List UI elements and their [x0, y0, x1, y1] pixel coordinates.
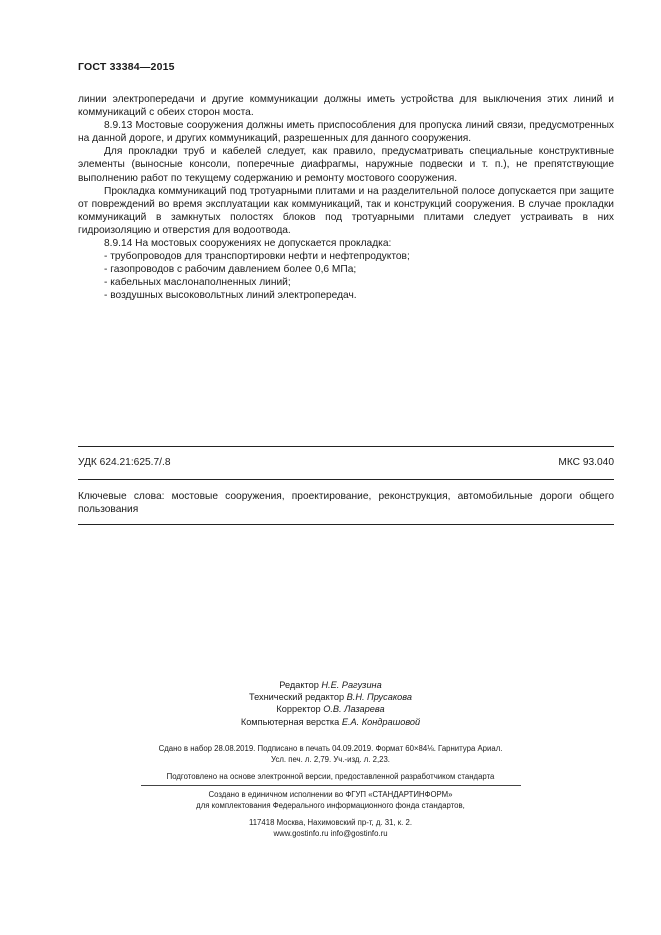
list-item: - воздушных высоковольтных линий электропередач. — [104, 289, 614, 302]
keywords: Ключевые слова: мостовые сооружения, проектирование, реконструкция, автомобильные дороги общего пользования — [78, 491, 614, 516]
credit-label: Редактор — [279, 680, 319, 690]
paragraph-8-9-14: 8.9.14 На мостовых сооружениях не допускается прокладка: — [104, 238, 392, 250]
credit-label: Компьютерная верстка — [240, 716, 340, 727]
credit-label: Технический редактор — [249, 692, 345, 703]
credit-proofreader — [0, 703, 661, 715]
imprint-source: Подготовлено на основе электронной версии, предоставленной разработчиком стандарта — [166, 772, 495, 781]
list-item: - кабельных маслонаполненных линий; — [104, 276, 614, 289]
divider-top — [78, 446, 614, 447]
paragraph-8-9-13: 8.9.13 Мостовые сооружения должны иметь приспособления для пропуска линий связи, предусмотренных на данной дороге, и других коммуникаций, разрешенных для данного сооружения. — [78, 120, 614, 145]
credit-name: О.В. Лазарева — [323, 704, 385, 715]
list-item: - трубопроводов для транспортировки нефти и нефтепродуктов; — [104, 250, 614, 263]
imprint-address: 117418 Москва, Нахимовский пр-т, д. 31, к. 2. — [248, 818, 413, 827]
imprint-divider — [141, 785, 521, 786]
imprint-sheets: Усл. печ. л. 2,79. Уч.-изд. л. 2,23. — [271, 755, 390, 764]
credit-label: Корректор — [276, 704, 321, 715]
imprint-block — [0, 743, 661, 839]
credits-block — [0, 679, 661, 728]
imprint-fund: для комплектования Федерального информационного фонда стандартов, — [196, 801, 465, 810]
paragraph-continuation: линии электропередачи и другие коммуникации должны иметь устройства для выключения этих линий и коммуникаций с обеих сторон моста. — [78, 94, 614, 119]
credit-editor — [0, 679, 661, 691]
credit-layout — [0, 716, 661, 728]
imprint-created: Создано в единичном исполнении во ФГУП «СТАНДАРТИНФОРМ» — [208, 790, 453, 799]
list-item: - газопроводов с рабочим давлением более 0,6 МПа; — [104, 263, 614, 276]
imprint-print-info: Сдано в набор 28.08.2019. Подписано в печать 04.09.2019. Формат 60×84⅛. Гарнитура Ариал. — [158, 744, 503, 753]
body-text — [78, 93, 614, 303]
imprint-web: www.gostinfo.ru info@gostinfo.ru — [273, 829, 388, 838]
credit-name: Е.А. Кондрашовой — [341, 716, 421, 727]
credit-tech-editor — [0, 691, 661, 703]
mks-code: МКС 93.040 — [558, 457, 614, 468]
prohibited-list — [78, 250, 614, 302]
divider-middle — [78, 479, 614, 480]
page-header-code: ГОСТ 33384—2015 — [78, 61, 175, 73]
divider-bottom — [78, 524, 614, 525]
paragraph-sidewalk-laying: Прокладка коммуникаций под тротуарными плитами и на разделительной полосе допускается при защите от повреждений во время эксплуатации как коммуникаций, так и конструкций сооружения. В случае прокладки коммуникаций в замкнутых полостях блоков под тротуарными плитами следует устраивать в них гидроизоляцию и отверстия для водоотвода. — [78, 185, 614, 236]
udk-code: УДК 624.21:625.7/.8 — [78, 457, 171, 468]
credit-name: Н.Е. Рагузина — [321, 680, 382, 690]
paragraph-pipes-cables: Для прокладки труб и кабелей следует, как правило, предусматривать специальные конструктивные элементы (выносные консоли, поперечные диафрагмы, наружные подвески и т. п.), не препятствующие выполнению работ по текущему содержанию и ремонту мостового сооружения. — [78, 146, 614, 184]
credit-name: В.Н. Прусакова — [346, 692, 412, 703]
